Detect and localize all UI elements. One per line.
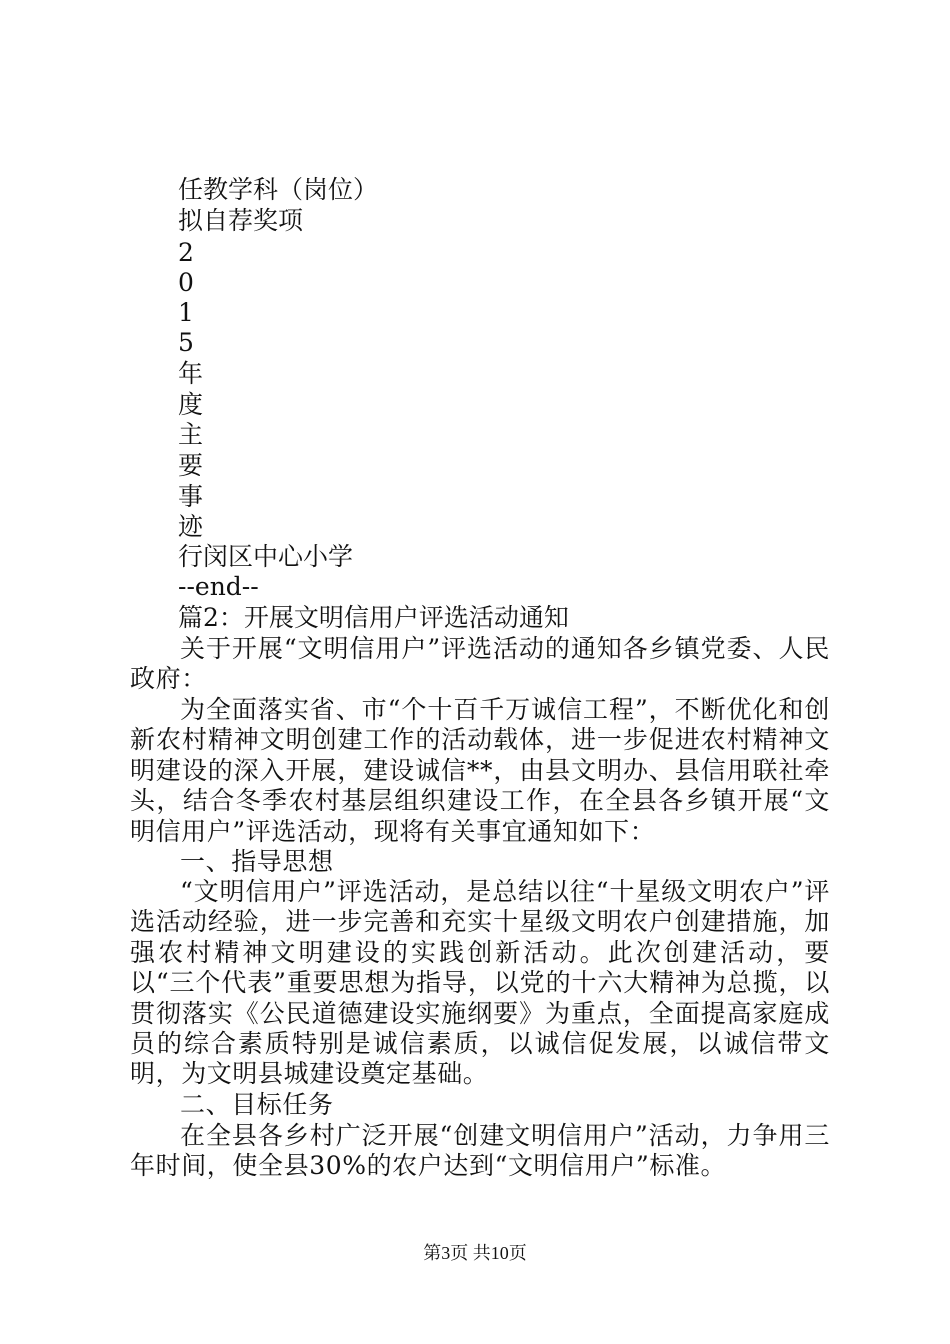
vertical-heading-char: 2 [178, 238, 194, 267]
article-title: 篇2：开展文明信用户评选活动通知 [178, 603, 569, 632]
vertical-heading-char: 要 [178, 451, 204, 480]
subject-label: 任教学科（岗位） [178, 175, 379, 204]
purpose-paragraph: 为全面落实省、市“个十百千万诚信工程”，不断优化和创新农村精神文明创建工作的活动载体，进一步促进农村精神文明建设的深入开展，建设诚信**，由县文明办、县信用联社牵头，结合冬季农村基层组织建设工作，在全县各乡镇开展“文明信用户”评选活动，现将有关事宜通知如下： [130, 695, 830, 846]
intro-paragraph: 关于开展“文明信用户”评选活动的通知各乡镇党委、人民政府： [130, 634, 830, 694]
vertical-heading-char: 5 [178, 328, 194, 357]
vertical-heading-char: 1 [178, 298, 194, 327]
school-name: 行闵区中心小学 [178, 542, 354, 571]
vertical-heading-char: 迹 [178, 512, 204, 541]
section2-body: 在全县各乡村广泛开展“创建文明信用户”活动，力争用三年时间，使全县30%的农户达到“文明信用户”标准。 [130, 1121, 830, 1181]
end-marker: --end-- [178, 572, 259, 601]
vertical-heading-char: 0 [178, 268, 194, 297]
section2-heading: 二、目标任务 [180, 1090, 334, 1119]
page-footer: 第3页 共10页 [423, 1243, 527, 1263]
section1-body: “文明信用户”评选活动，是总结以往“十星级文明农户”评选活动经验，进一步完善和充实十星级文明农户创建措施，加强农村精神文明建设的实践创新活动。此次创建活动，要以“三个代表”重要思想为指导，以党的十六大精神为总揽，以贯彻落实《公民道德建设实施纲要》为重点，全面提高家庭成员的综合素质特别是诚信素质，以诚信促发展，以诚信带文明，为文明县城建设奠定基础。 [130, 877, 830, 1089]
vertical-heading-char: 事 [178, 482, 204, 511]
award-label: 拟自荐奖项 [178, 206, 304, 235]
section1-heading: 一、指导思想 [180, 847, 334, 876]
vertical-heading-char: 主 [178, 420, 204, 449]
vertical-heading-char: 度 [178, 390, 204, 419]
vertical-heading-char: 年 [178, 359, 204, 388]
